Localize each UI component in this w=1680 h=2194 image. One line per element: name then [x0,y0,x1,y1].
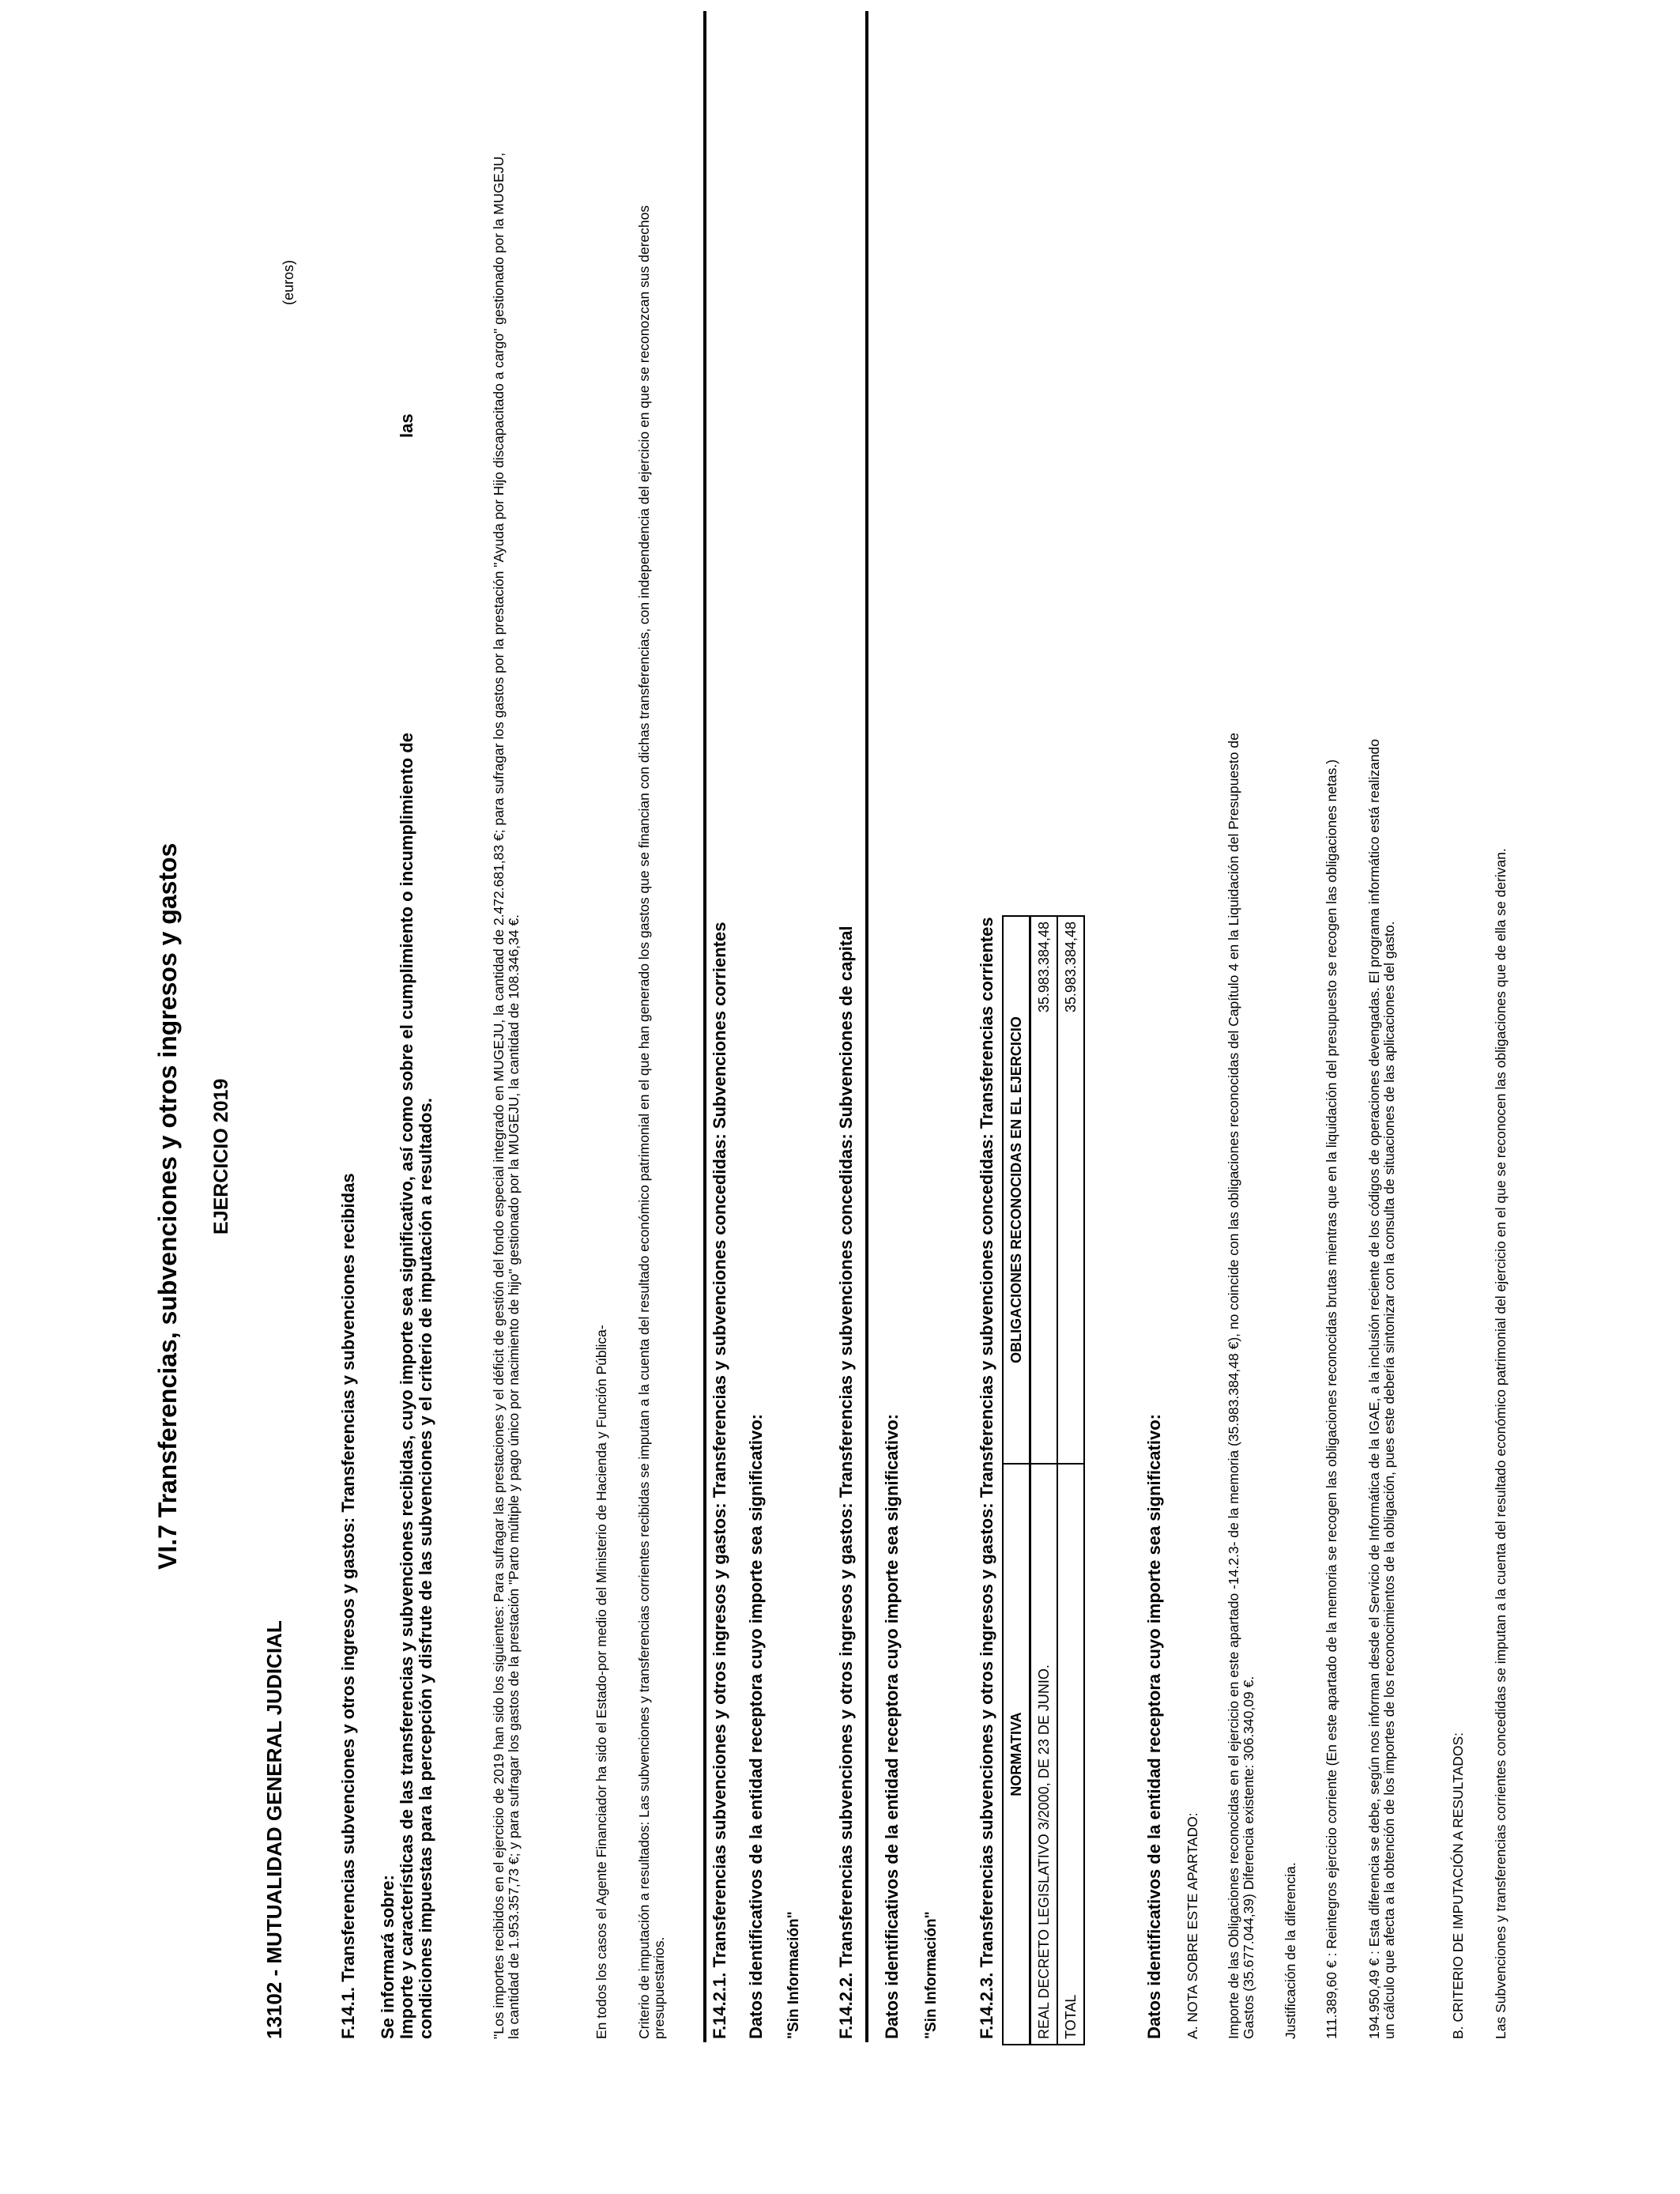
table-header-row [1003,916,1030,2045]
cell-importe: 35.983.384,48 [1030,916,1058,1464]
column-header-obligaciones: OBLIGACIONES RECONOCIDAS EN EL EJERCICIO [1003,916,1030,1464]
recibidos-paragraph: "Los importes recibidos en el ejercicio de 2019 han sido los siguientes: Para sufragar las prestaciones y el déficit de gestión del fondo especial integrado en MUGEJU, la cantidad de 2.472.681,83 €; para sufragar los gastos por la prestación "Ayuda por Hijo discapacitado a cargo" gestionado por la MUGEJU, la cantidad de 1.953.357,73 €; y para sufragar los gastos de la prestación "Parto múltiple y pago único por nacimiento de hijo" gestionado por la MUGEJU, la cantidad de 108.346,34 €. [491,152,522,2039]
datos-identificativos-f14221: Datos identificativos de la entidad receptora cuyo importe sea significativo: [746,1414,766,2039]
criterio-b-text: Las Subvenciones y transferencias corrientes concedidas se imputan a la cuenta del resultado económico patrimonial del ejercicio en el que se reconocen las obligaciones que de ella se derivan. [1493,848,1509,2039]
agente-financiador-paragraph: En todos los casos el Agente Financiador ha sido el Estado-por medio del Ministerio de Hacienda y Función Pública- [593,1325,609,2039]
cell-total-importe: 35.983.384,48 [1057,916,1084,1464]
section-divider [703,11,706,2042]
cell-normativa: REAL DECRETO LEGISLATIVO 3/2000, DE 23 DE JUNIO. [1030,1464,1058,2045]
diferencia-line-1: 194.950,49 € : Esta diferencia se debe, según nos informan desde el Servicio de Informática de la IGAE, a la inclusión reciente de los códigos de operaciones devengadas. El programa informático está realizando [1366,738,1382,2039]
sin-informacion-f14221: "Sin Información" [785,1911,802,2039]
diferencia-line-2: un cálculo que afecta a la obtención de los importes de los reconocimientos de la obligación, pues este debería sintonizar con la consulta de situaciones de las aplicaciones del gasto. [1381,921,1397,2039]
table-row-total [1057,916,1084,2045]
column-header-normativa: NORMATIVA [1003,1464,1030,2045]
inform-line-1: Importe y características de las transferencias y subvenciones recibidas, cuyo importe sea significativo, así como sobre el cumplimiento o incumplimiento de [397,732,416,2039]
datos-identificativos-f14223: Datos identificativos de la entidad receptora cuyo importe sea significativo: [1144,1414,1164,2039]
datos-identificativos-f14222: Datos identificativos de la entidad receptora cuyo importe sea significativo: [882,1414,902,2039]
entity-name: 13102 - MUTUALIDAD GENERAL JUDICIAL [262,1620,286,2039]
importe-line-2: Gastos (35.677.044,39) Diferencia existente: 306.340,09 €. [1241,1676,1256,2039]
section-heading-f14221: F.14.2.1. Transferencias subvenciones y otros ingresos y gastos: Transferencias y subvenciones concedidas: Subvenciones corrientes [710,922,729,2039]
transferencias-table [1002,915,1085,2045]
units-label: (euros) [281,259,296,305]
sin-informacion-f14222: "Sin Información" [923,1911,940,2039]
page-title: VI.7 Transferencias, subvenciones y otros ingresos y gastos [153,843,182,1570]
section-divider [865,11,868,2042]
inform-line-1-tail: las [397,413,416,438]
inform-title: Se informará sobre: [378,1875,397,2039]
section-heading-f14223: F.14.2.3. Transferencias subvenciones y otros ingresos y gastos: Transferencias y subvenciones concedidas: Transferencias corrientes [977,917,996,2039]
cell-total-label: TOTAL [1057,1464,1084,2045]
nota-a-label: A. NOTA SOBRE ESTE APARTADO: [1185,1812,1200,2039]
justificacion-label: Justificación de la diferencia. [1283,1862,1298,2039]
inform-line-2: condiciones impuestas para la percepción y disfrute de las subvenciones y el criterio de imputación a resultados. [416,1098,435,2039]
criterio-imputacion-paragraph: Criterio de imputación a resultados: Las subvenciones y transferencias corrientes recibidas se imputan a la cuenta del resultado económico patrimonial en el que han generado los gastos que se financian con dichas transferencias, con independencia del ejercicio en que se reconozcan sus derechos presupuestarios. [636,205,667,2039]
importe-line-1: Importe de las Obligaciones reconocidas en el ejercicio en este apartado -14.2.3- de la memoria (35.983.384,48 €), no coincide con las obligaciones reconocidas del Capítulo 4 en la Liquidación del Presupuesto de [1226,733,1241,2039]
criterio-b-label: B. CRITERIO DE IMPUTACIÓN A RESULTADOS: [1450,1732,1466,2039]
reintegros-paragraph: 111.389,60 € : Reintegros ejercicio corriente (En este apartado de la memoria se recogen las obligaciones reconocidas brutas mientras que en la liquidación del presupuesto se recogen las obligaciones netas.) [1324,759,1339,2039]
ejercicio-label: EJERCICIO 2019 [210,1078,232,1235]
section-heading-f14222: F.14.2.2. Transferencias subvenciones y otros ingresos y gastos: Transferencias y subvenciones concedidas: Subvenciones de capital [836,925,856,2039]
section-heading-f141: F.14.1. Transferencias subvenciones y otros ingresos y gastos: Transferencias y subvenciones recibidas [338,1173,358,2039]
table-row [1030,916,1058,2045]
